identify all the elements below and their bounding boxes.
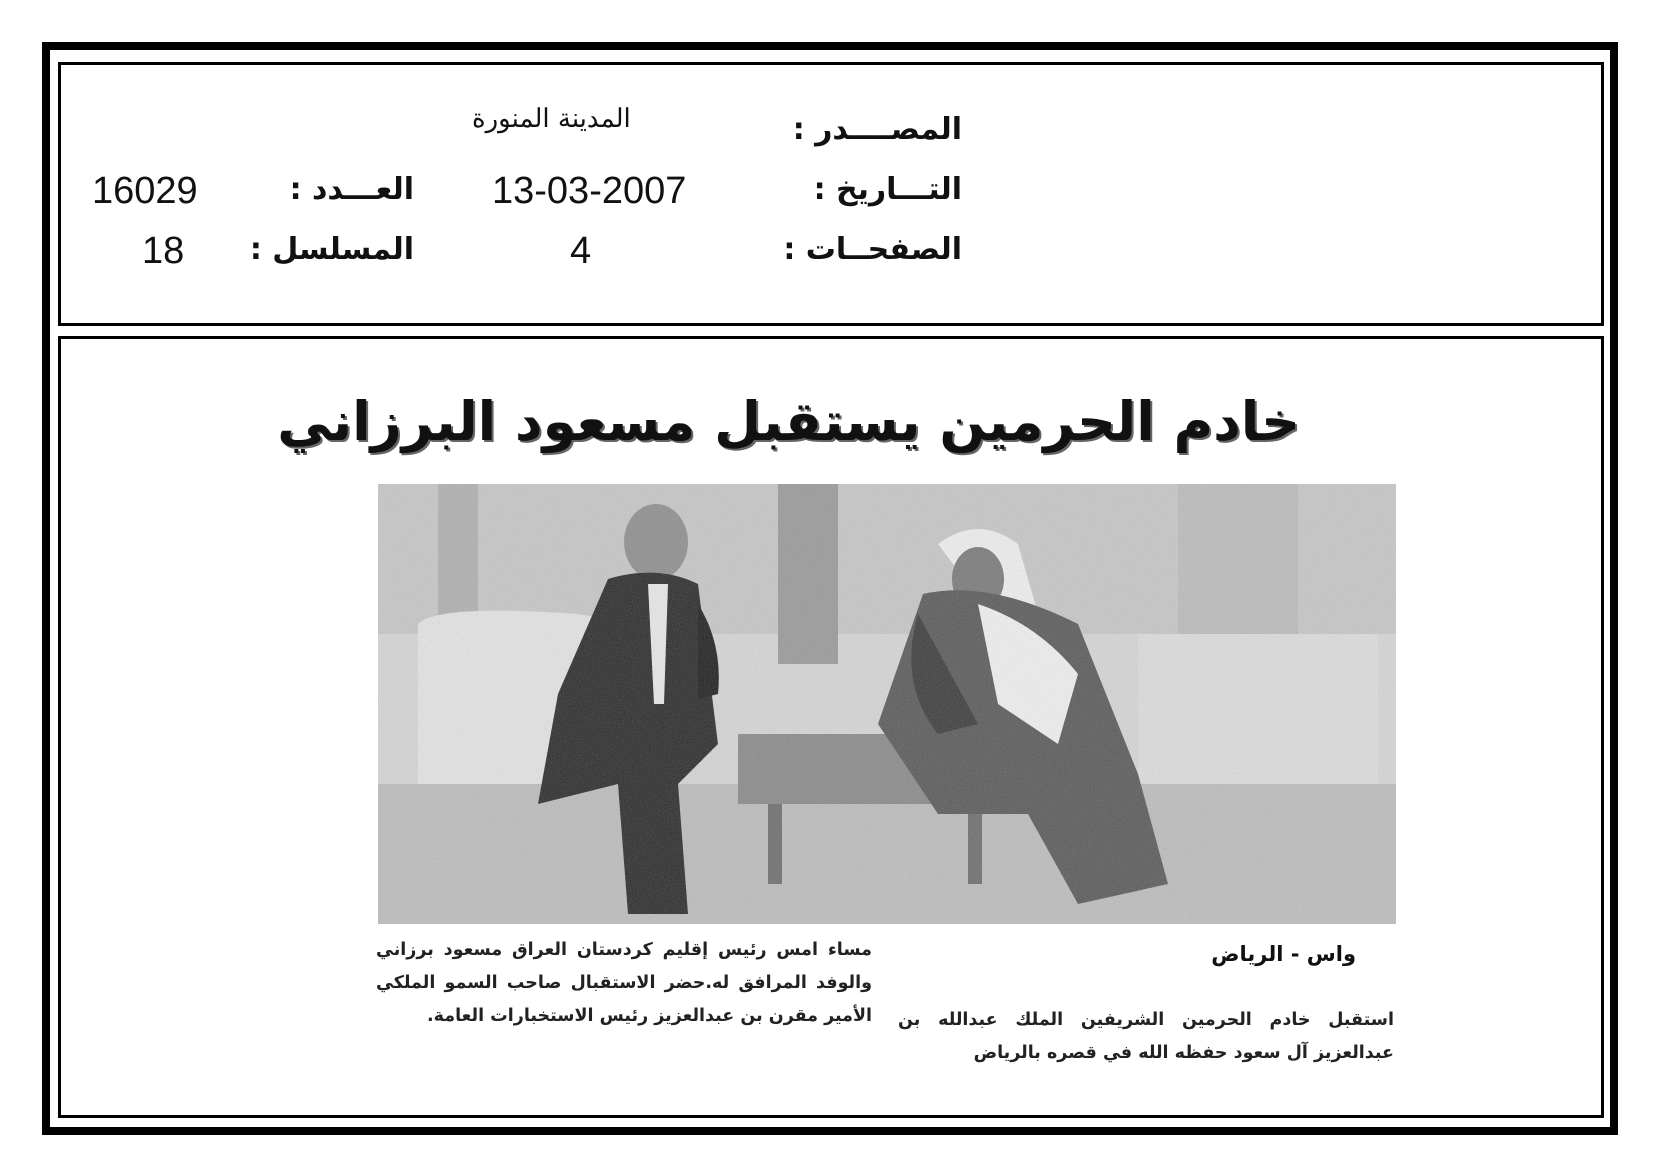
article-left-column: مساء امس رئيس إقليم كردستان العراق مسعود برزاني والوفد المرافق له.حضر الاستقبال صاحب السمو الملكي الأمير مقرن بن عبدالعزيز رئيس الاستخبارات العامة. bbox=[376, 940, 872, 1026]
issue-value: 16029 bbox=[92, 170, 198, 212]
article-right-column: استقبل خادم الحرمين الشريفين الملك عبدالله بن عبدالعزيز آل سعود حفظه الله في قصره بالرياض bbox=[898, 1010, 1394, 1063]
date-label: التـــاريخ : bbox=[813, 172, 962, 207]
article-headline: خادم الحرمين يستقبل مسعود البرزاني bbox=[277, 390, 1300, 453]
date-value: 13-03-2007 bbox=[492, 170, 687, 212]
source-value: المدينة المنورة bbox=[472, 104, 631, 134]
pages-label: الصفحــات : bbox=[783, 232, 962, 267]
pages-value: 4 bbox=[570, 230, 592, 272]
source-label: المصــــدر : bbox=[792, 112, 962, 147]
serial-value: 18 bbox=[142, 230, 185, 272]
article-photo bbox=[378, 484, 1396, 924]
issue-label: العـــدد : bbox=[289, 172, 414, 207]
article-dateline: واس - الرياض bbox=[1211, 942, 1356, 966]
serial-label: المسلسل : bbox=[249, 232, 414, 267]
